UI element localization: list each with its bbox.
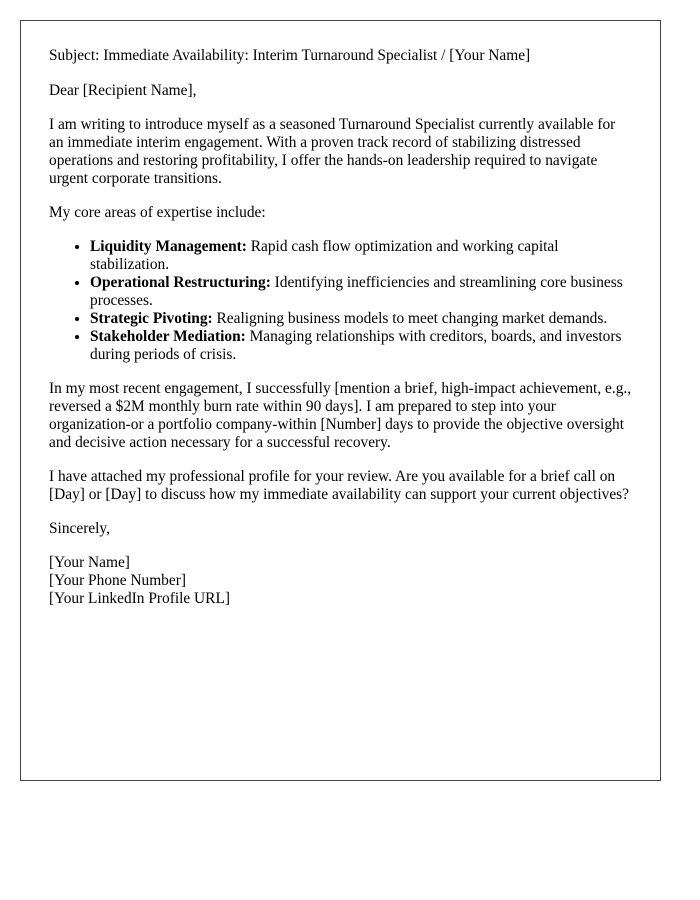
subject-line: Subject: Immediate Availability: Interim Turnaround Specialist / [Your Name] [49,47,531,64]
intro-paragraph: I am writing to introduce myself as a seasoned Turnaround Specialist currently available for an immediate interim engagement. With a proven track record of stabilizing distressed operations and restoring profitability, I offer the hands-on leadership required to navigate urgent corporate transitions. [49,116,616,187]
expertise-term: Liquidity Management: [90,238,247,255]
letter-page [20,20,661,781]
signature-block [49,554,632,608]
engagement-paragraph: In my most recent engagement, I successfully [mention a brief, high-impact achievement, e.g., reversed a $2M monthly burn rate within 90 days]. I am prepared to step into your organization-or a portfolio company-within [Number] days to provide the objective oversight and decisive action necessary for a successful recovery. [49,380,632,451]
greeting: Dear [Recipient Name], [49,82,197,99]
signature-phone: [Your Phone Number] [49,572,186,589]
expertise-term: Operational Restructuring: [90,274,271,291]
expertise-description: Identifying inefficiencies and streamlining core business processes. [90,274,623,309]
signoff: Sincerely, [49,520,110,537]
expertise-term: Strategic Pivoting: [90,310,213,327]
expertise-description: Realigning business models to meet changing market demands. [212,310,608,327]
expertise-heading: My core areas of expertise include: [49,204,266,221]
signature-name: [Your Name] [49,554,130,571]
expertise-list [49,238,632,364]
list-item [90,310,632,328]
closing-paragraph: I have attached my professional profile for your review. Are you available for a brief call on [Day] or [Day] to discuss how my immediate availability can support your current objectives? [49,468,629,503]
list-item [90,328,632,364]
list-item [90,238,632,274]
list-item [90,274,632,310]
expertise-term: Stakeholder Mediation: [90,328,246,345]
expertise-description: Rapid cash flow optimization and working capital stabilization. [90,238,559,273]
signature-linkedin: [Your LinkedIn Profile URL] [49,590,230,607]
expertise-description: Managing relationships with creditors, boards, and investors during periods of crisis. [90,328,622,363]
